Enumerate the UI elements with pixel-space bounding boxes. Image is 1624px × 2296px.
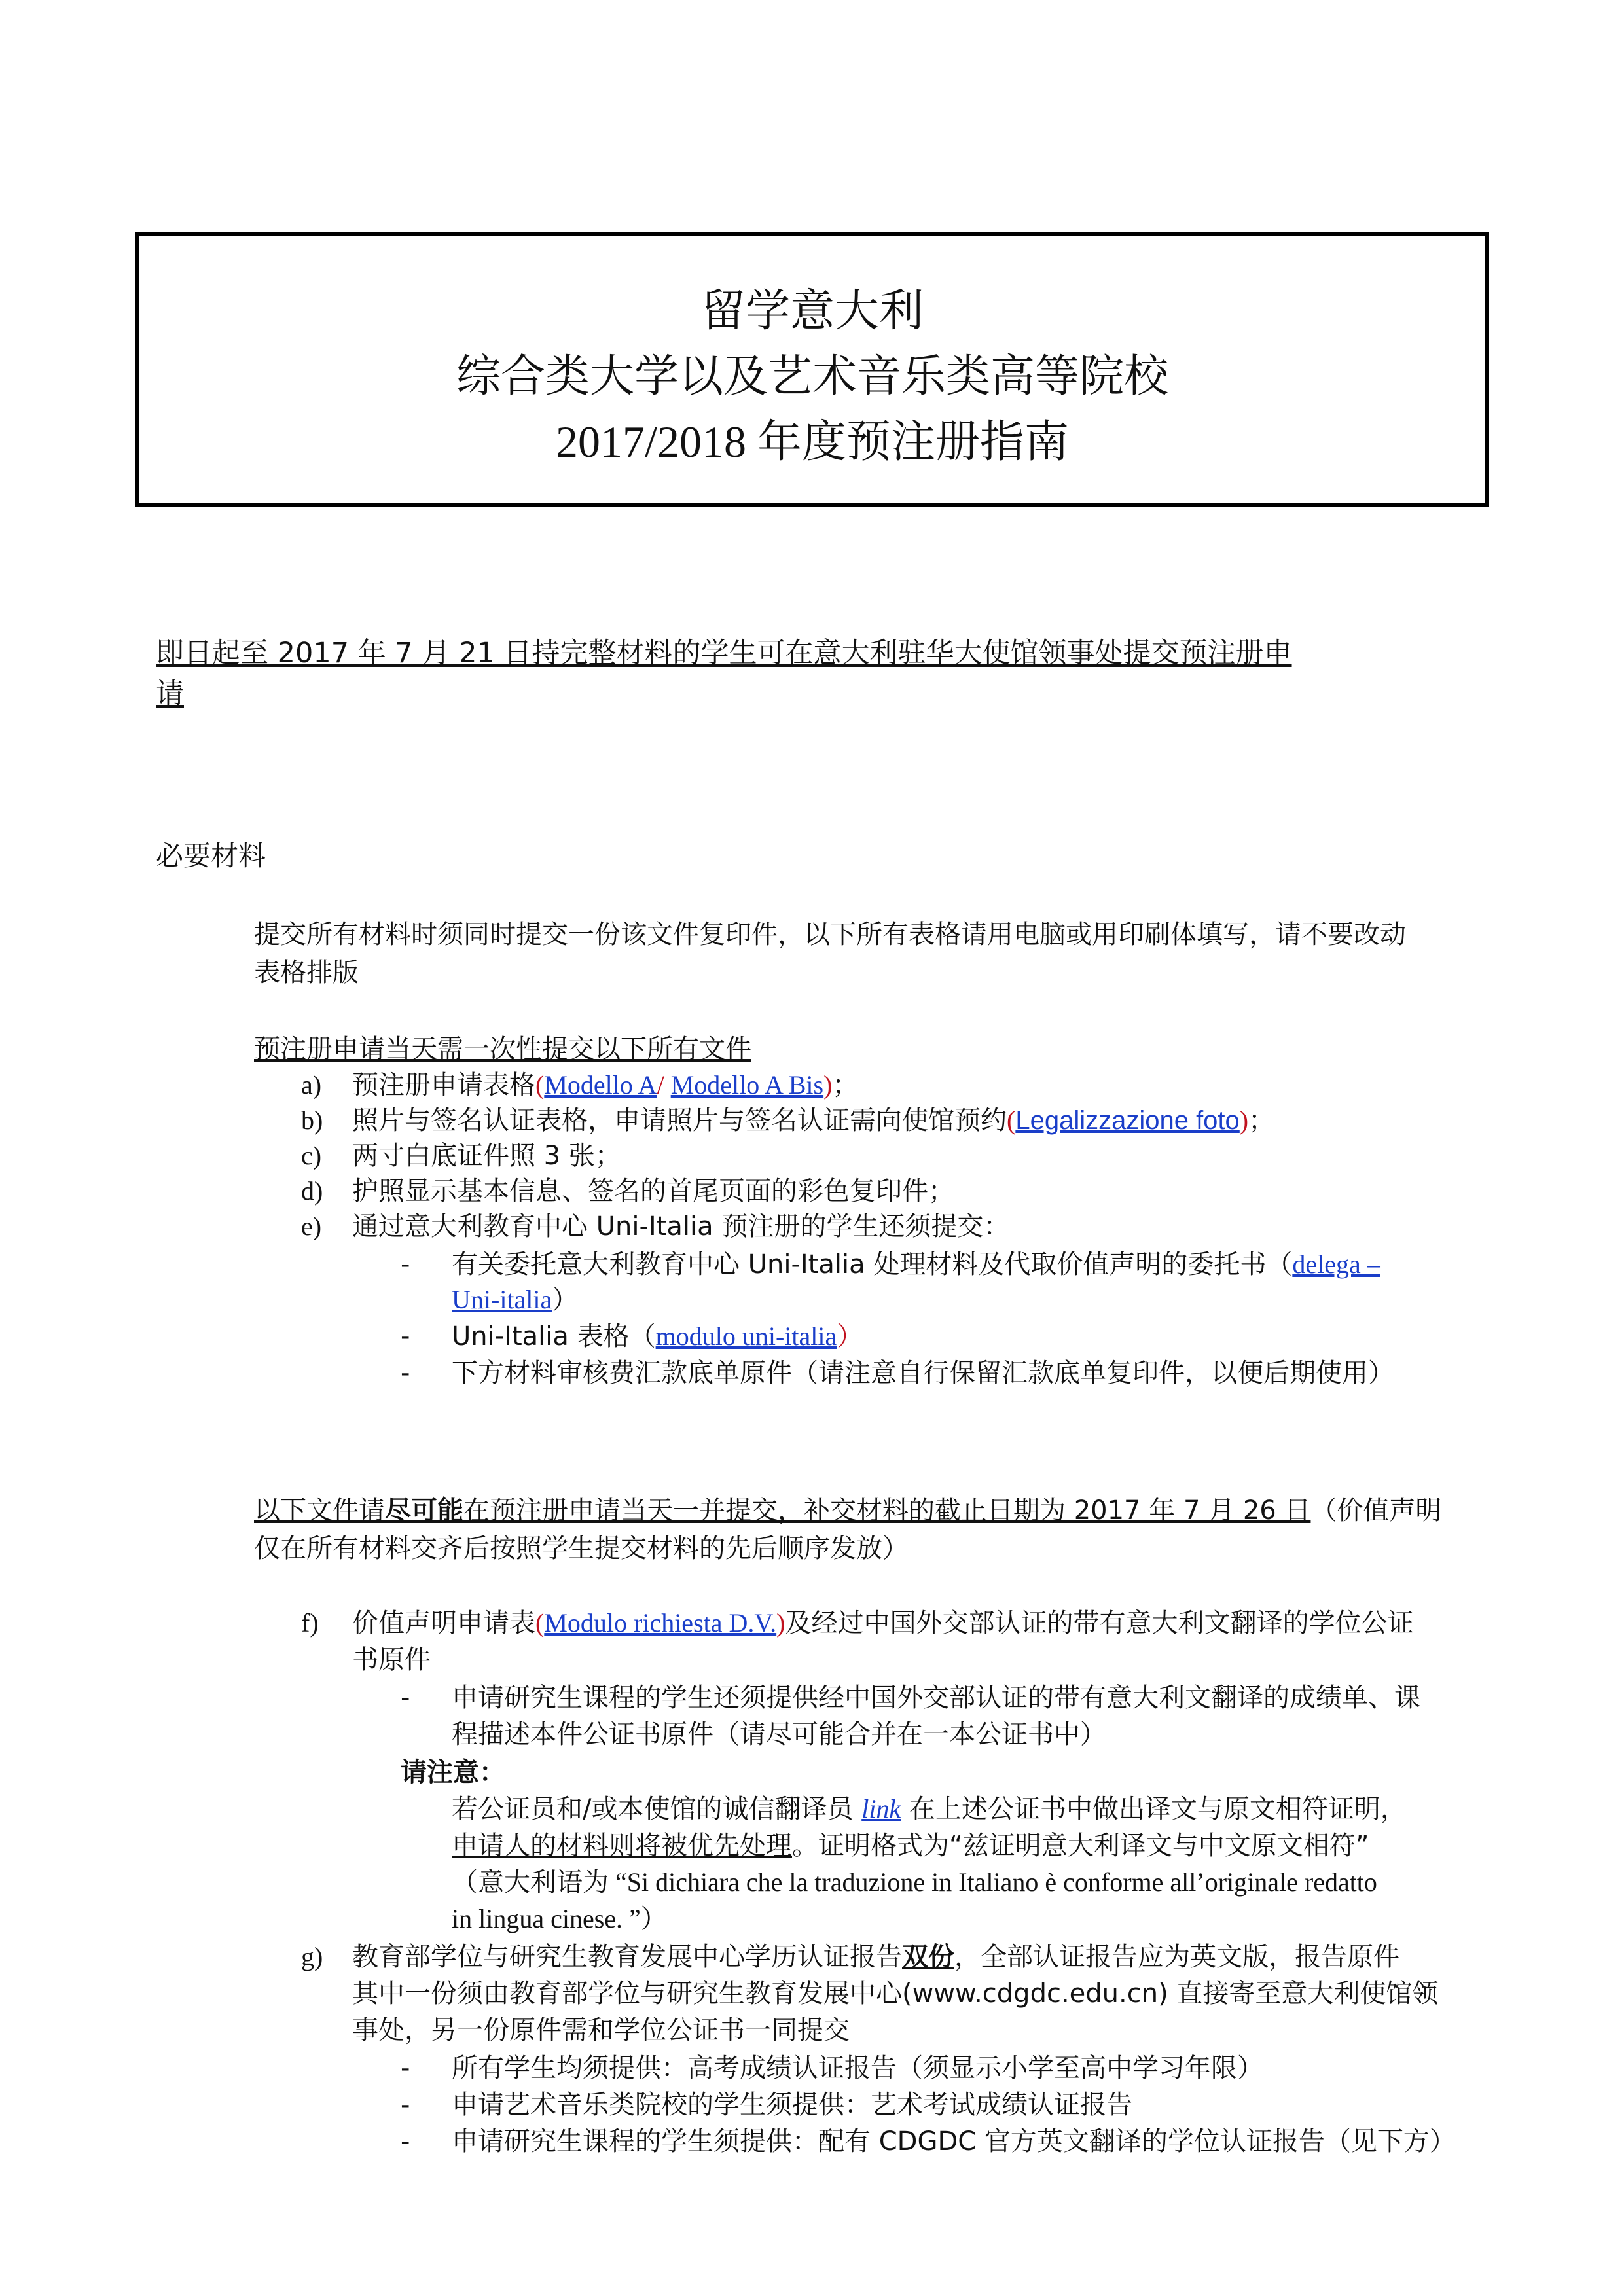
item-a-open-paren: ( <box>535 1070 545 1100</box>
item-b-semicolon: ； <box>1248 1105 1275 1136</box>
note-line-2-underlined: 申请人的材料则将被优先处理 <box>452 1831 792 1861</box>
item-b-text: 照片与签名认证表格，申请照片与签名认证需向使馆预约 <box>352 1105 1007 1136</box>
item-e-sub1-close: ） <box>552 1285 579 1315</box>
item-a-close-paren: ) <box>823 1070 833 1100</box>
later-heading-bold: 尽可能 <box>385 1496 463 1526</box>
item-a-marker: a) <box>301 1070 322 1100</box>
item-a-semicolon: ； <box>832 1070 859 1100</box>
item-g-marker: g) <box>301 1942 323 1971</box>
intro-line-1: 提交所有材料时须同时提交一份该文件复印件，以下所有表格请用电脑或用印刷体填写，请不要改动 <box>254 920 1406 950</box>
note-line-3: （意大利语为 “Si dichiara che la traduzione in Italiano è conforme all’originale redatto <box>452 1867 1377 1897</box>
note-line-1-b: 在上述公证书中做出译文与原文相符证明， <box>901 1794 1407 1824</box>
item-a <box>352 1067 858 1103</box>
item-g-sub3: 申请研究生课程的学生须提供：配有 CDGDC 官方英文翻译的学位认证报告（见下方） <box>452 2126 1456 2157</box>
item-g-line-1-b: ，全部认证报告应为英文版，报告原件 <box>954 1942 1399 1972</box>
item-b-open-paren: ( <box>1007 1105 1016 1135</box>
item-b-marker: b) <box>301 1105 323 1135</box>
item-e-sub1-dash: - <box>401 1249 410 1280</box>
item-e-sub1 <box>452 1246 1380 1283</box>
later-heading-line-1 <box>254 1492 1441 1529</box>
note-line-4: in lingua cinese. ”） <box>452 1904 667 1933</box>
note-label: 请注意： <box>401 1757 505 1787</box>
item-g-sub1-dash: - <box>401 2053 410 2083</box>
item-a-text: 预注册申请表格 <box>352 1070 535 1100</box>
item-b-close-paren: ) <box>1239 1105 1249 1135</box>
item-c-marker: c) <box>301 1141 322 1170</box>
item-a-slash: / <box>657 1070 671 1100</box>
later-heading-part-3: （价值声明 <box>1310 1496 1442 1526</box>
item-e-sub2-text: Uni-Italia 表格（ <box>452 1321 656 1352</box>
item-f-marker: f) <box>301 1608 319 1638</box>
delega-link-part1[interactable]: delega – <box>1292 1249 1380 1279</box>
item-e-sub2 <box>452 1318 863 1355</box>
item-e-text: 通过意大利教育中心 Uni-Italia 预注册的学生还须提交： <box>352 1211 1010 1242</box>
item-g-sub2-dash: - <box>401 2090 410 2120</box>
item-e-sub3-text: 下方材料审核费汇款底单原件（请注意自行保留汇款底单复印件，以便后期使用） <box>452 1358 1394 1388</box>
item-g-sub3-dash: - <box>401 2126 410 2157</box>
later-heading-line-2: 仅在所有材料交齐后按照学生提交材料的先后顺序发放） <box>254 1534 909 1564</box>
announcement-line-2: 请 <box>156 677 184 710</box>
delega-link-part2[interactable]: Uni-italia <box>452 1285 552 1314</box>
section-heading: 必要材料 <box>156 840 266 872</box>
translator-link[interactable]: link <box>861 1794 901 1823</box>
title-line-2: 综合类大学以及艺术音乐类高等院校 <box>456 351 1168 403</box>
item-f-line-2: 书原件 <box>352 1645 431 1675</box>
modello-a-bis-link[interactable]: Modello A Bis <box>670 1070 824 1100</box>
item-g-line-1-a: 教育部学位与研究生教育发展中心学历认证报告 <box>352 1942 902 1972</box>
title-line-3: 2017/2018 年度预注册指南 <box>556 417 1069 467</box>
item-f-sub1-dash: - <box>401 1683 410 1713</box>
item-f-close-paren: ) <box>776 1608 785 1638</box>
item-e-sub2-close: ） <box>837 1321 863 1352</box>
item-g-sub1: 所有学生均须提供：高考成绩认证报告（须显示小学至高中学习年限） <box>452 2053 1263 2083</box>
announcement-line-1: 即日起至 2017 年 7 月 21 日持完整材料的学生可在意大利驻华大使馆领事处提交预注册申 <box>156 637 1292 670</box>
note-line-2-rest: 。证明格式为“兹证明意大利译文与中文原文相符” <box>792 1831 1369 1861</box>
item-b <box>352 1102 1274 1139</box>
item-e-sub1-line-2 <box>452 1282 578 1318</box>
item-f-line-1 <box>352 1605 1413 1641</box>
modulo-richiesta-dv-link[interactable]: Modulo richiesta D.V. <box>544 1608 777 1638</box>
item-f-sub1-line-1: 申请研究生课程的学生还须提供经中国外交部认证的带有意大利文翻译的成绩单、课 <box>452 1683 1420 1713</box>
item-e-sub3-dash: - <box>401 1358 410 1388</box>
item-d-marker: d) <box>301 1176 323 1206</box>
item-f-open-paren: ( <box>535 1608 545 1638</box>
same-day-heading: 预注册申请当天需一次性提交以下所有文件 <box>254 1034 751 1064</box>
item-g-sub2: 申请艺术音乐类院校的学生须提供：艺术考试成绩认证报告 <box>452 2090 1132 2120</box>
item-e-marker: e) <box>301 1211 322 1241</box>
item-d-text: 护照显示基本信息、签名的首尾页面的彩色复印件； <box>352 1176 954 1206</box>
later-heading-part-2: 在预注册申请当天一并提交，补交材料的截止日期为 2017 年 7 月 26 日 <box>463 1496 1311 1526</box>
modello-a-link[interactable]: Modello A <box>544 1070 657 1100</box>
legalizzazione-foto-link[interactable]: Legalizzazione foto <box>1015 1106 1240 1135</box>
later-heading-part-1: 以下文件请 <box>254 1496 385 1526</box>
item-g-bold: 双份 <box>902 1942 954 1972</box>
note-line-1-a: 若公证员和/或本使馆的诚信翻译员 <box>452 1794 862 1824</box>
title-box <box>135 232 1489 507</box>
item-f-text-a: 价值声明申请表 <box>352 1608 535 1638</box>
note-line-1 <box>452 1791 1407 1827</box>
item-e-sub2-dash: - <box>401 1321 410 1352</box>
modulo-uni-italia-link[interactable]: modulo uni-italia <box>655 1321 837 1351</box>
item-f-text-b: 及经过中国外交部认证的带有意大利文翻译的学位公证 <box>785 1608 1414 1638</box>
item-f-sub1-line-2: 程描述本件公证书原件（请尽可能合并在一本公证书中） <box>452 1719 1106 1749</box>
title-line-1: 留学意大利 <box>700 285 924 337</box>
item-e-sub1-text: 有关委托意大利教育中心 Uni-Italia 处理材料及代取价值声明的委托书（ <box>452 1249 1293 1280</box>
item-g-line-2: 其中一份须由教育部学位与研究生教育发展中心(www.cdgdc.edu.cn) 直接寄至意大利使馆领 <box>352 1979 1439 2009</box>
item-g-line-1 <box>352 1939 1399 1975</box>
item-c-text: 两寸白底证件照 3 张； <box>352 1141 621 1171</box>
item-g-line-3: 事处，另一份原件需和学位公证书一同提交 <box>352 2015 850 2045</box>
note-line-2 <box>452 1827 1369 1864</box>
intro-line-2: 表格排版 <box>254 958 359 988</box>
